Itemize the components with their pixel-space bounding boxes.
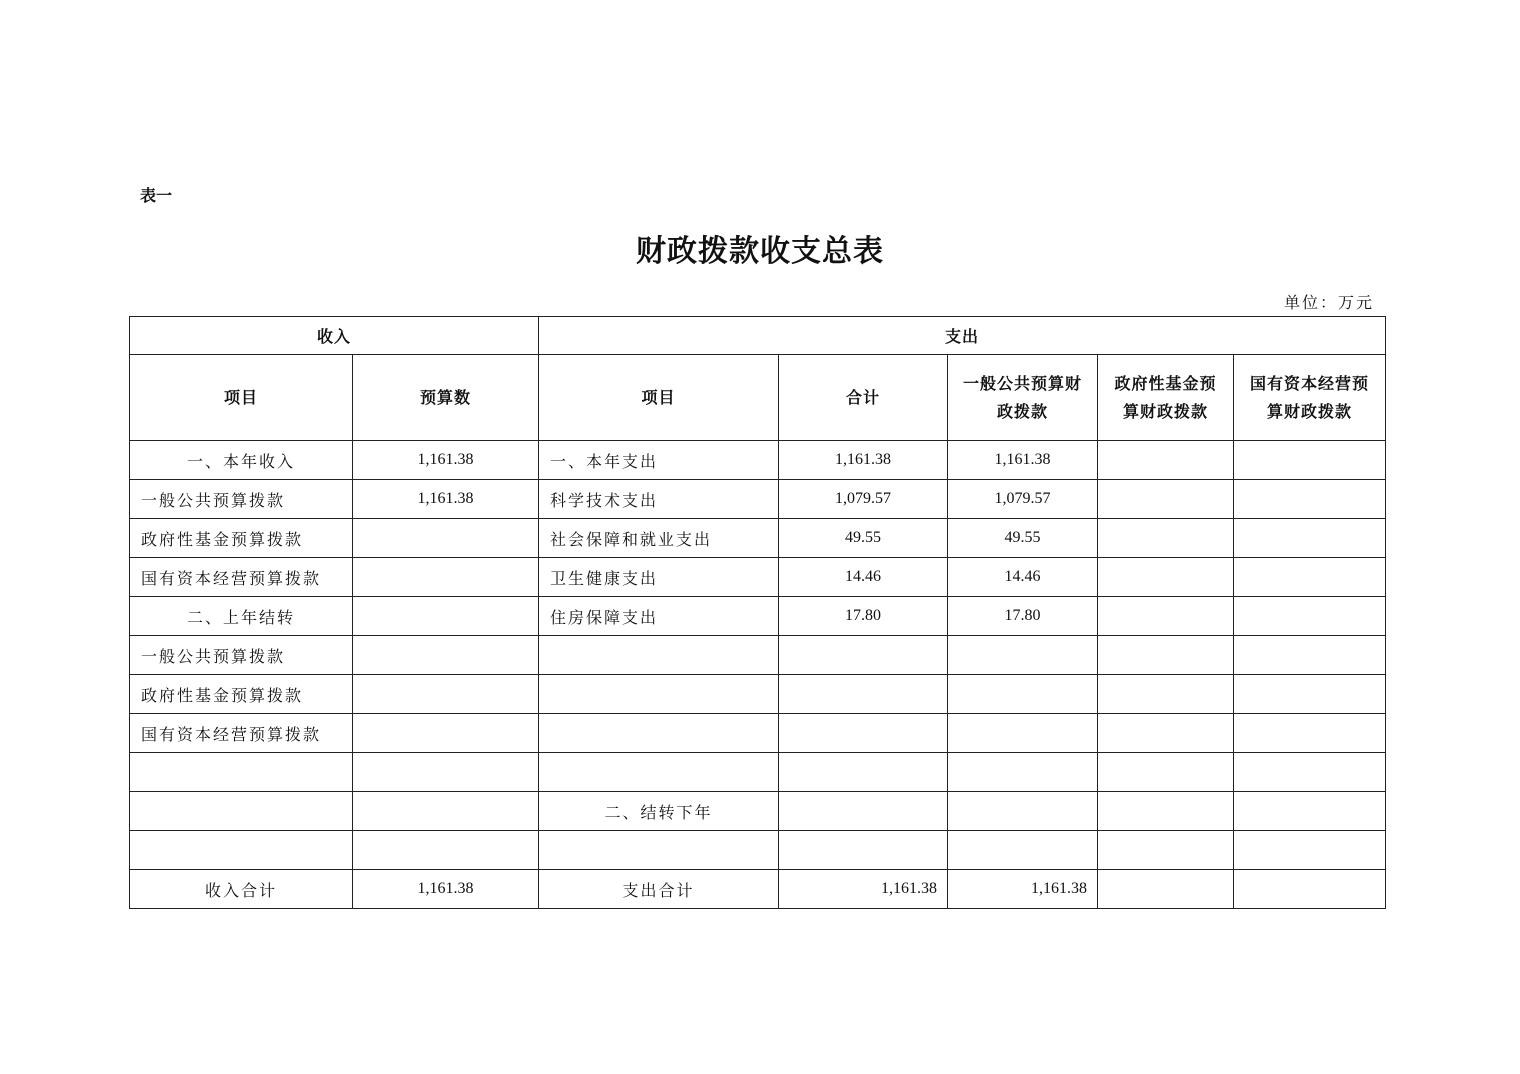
general-value-cell (948, 714, 1098, 753)
fund-value-cell (1098, 480, 1234, 519)
income-item-cell: 国有资本经营预算拨款 (130, 714, 353, 753)
capital-value-cell (1234, 636, 1386, 675)
income-value-cell: 1,161.38 (353, 480, 539, 519)
income-item-cell (130, 831, 353, 870)
expense-item-cell: 社会保障和就业支出 (539, 519, 779, 558)
capital-value-cell (1234, 441, 1386, 480)
total-value-cell (779, 714, 948, 753)
capital-value-cell (1234, 753, 1386, 792)
expense-item-cell (539, 675, 779, 714)
income-item-cell (130, 753, 353, 792)
total-value-cell: 14.46 (779, 558, 948, 597)
expense-item-header: 项目 (539, 355, 779, 441)
income-value-cell (353, 831, 539, 870)
income-item-cell: 二、上年结转 (130, 597, 353, 636)
income-budget-header: 预算数 (353, 355, 539, 441)
income-item-cell (130, 792, 353, 831)
fund-total-value (1098, 870, 1234, 909)
income-value-cell (353, 558, 539, 597)
general-value-cell: 1,079.57 (948, 480, 1098, 519)
table-row (130, 597, 1386, 636)
income-value-cell (353, 597, 539, 636)
capital-value-cell (1234, 558, 1386, 597)
fund-value-cell (1098, 753, 1234, 792)
expense-total-label: 支出合计 (539, 870, 779, 909)
table-row (130, 480, 1386, 519)
income-item-cell: 政府性基金预算拨款 (130, 675, 353, 714)
total-value-cell (779, 675, 948, 714)
column-header-row (130, 355, 1386, 441)
income-value-cell: 1,161.38 (353, 441, 539, 480)
expense-item-cell (539, 636, 779, 675)
general-budget-header: 一般公共预算财政拨款 (948, 355, 1098, 441)
fund-value-cell (1098, 714, 1234, 753)
income-value-cell (353, 675, 539, 714)
expense-item-cell: 科学技术支出 (539, 480, 779, 519)
expense-item-cell (539, 753, 779, 792)
expense-item-cell (539, 714, 779, 753)
income-item-header: 项目 (130, 355, 353, 441)
table-row (130, 558, 1386, 597)
expense-item-cell (539, 831, 779, 870)
unit-label: 单位：万元 (1283, 293, 1374, 312)
general-value-cell: 1,161.38 (948, 441, 1098, 480)
total-header: 合计 (779, 355, 948, 441)
fund-value-cell (1098, 519, 1234, 558)
income-total-label: 收入合计 (130, 870, 353, 909)
total-value-cell: 17.80 (779, 597, 948, 636)
total-value-cell (779, 636, 948, 675)
income-value-cell (353, 636, 539, 675)
fund-value-cell (1098, 792, 1234, 831)
table-row (130, 792, 1386, 831)
income-item-cell: 国有资本经营预算拨款 (130, 558, 353, 597)
expense-item-cell: 二、结转下年 (539, 792, 779, 831)
total-value-cell (779, 753, 948, 792)
capital-value-cell (1234, 597, 1386, 636)
general-value-cell: 17.80 (948, 597, 1098, 636)
capital-value-cell (1234, 675, 1386, 714)
expense-item-cell: 卫生健康支出 (539, 558, 779, 597)
income-item-cell: 一般公共预算拨款 (130, 636, 353, 675)
table-row (130, 519, 1386, 558)
general-value-cell (948, 675, 1098, 714)
income-value-cell (353, 519, 539, 558)
general-total-value: 1,161.38 (948, 870, 1098, 909)
total-value-cell (779, 831, 948, 870)
table-row (130, 753, 1386, 792)
fund-value-cell (1098, 441, 1234, 480)
capital-value-cell (1234, 714, 1386, 753)
fund-value-cell (1098, 831, 1234, 870)
totals-row (130, 870, 1386, 909)
income-group-header: 收入 (130, 317, 539, 355)
income-value-cell (353, 753, 539, 792)
general-value-cell (948, 753, 1098, 792)
state-capital-header: 国有资本经营预算财政拨款 (1234, 355, 1386, 441)
income-value-cell (353, 714, 539, 753)
group-header-row (130, 317, 1386, 355)
total-value-cell: 49.55 (779, 519, 948, 558)
general-value-cell (948, 636, 1098, 675)
expense-total-value: 1,161.38 (779, 870, 948, 909)
capital-total-value (1234, 870, 1386, 909)
page-title: 财政拨款收支总表 (636, 234, 884, 269)
fund-value-cell (1098, 675, 1234, 714)
capital-value-cell (1234, 831, 1386, 870)
table-row (130, 636, 1386, 675)
table-row (130, 714, 1386, 753)
income-item-cell: 一般公共预算拨款 (130, 480, 353, 519)
table-row (130, 675, 1386, 714)
fund-value-cell (1098, 636, 1234, 675)
table-row (130, 831, 1386, 870)
total-value-cell: 1,161.38 (779, 441, 948, 480)
table-row (130, 441, 1386, 480)
capital-value-cell (1234, 480, 1386, 519)
fund-value-cell (1098, 597, 1234, 636)
income-item-cell: 政府性基金预算拨款 (130, 519, 353, 558)
income-value-cell (353, 792, 539, 831)
general-value-cell: 49.55 (948, 519, 1098, 558)
fund-value-cell (1098, 558, 1234, 597)
table-label: 表一 (140, 186, 173, 205)
capital-value-cell (1234, 519, 1386, 558)
total-value-cell (779, 792, 948, 831)
expense-item-cell: 住房保障支出 (539, 597, 779, 636)
income-total-value: 1,161.38 (353, 870, 539, 909)
gov-fund-header: 政府性基金预算财政拨款 (1098, 355, 1234, 441)
expense-item-cell: 一、本年支出 (539, 441, 779, 480)
general-value-cell (948, 831, 1098, 870)
expense-group-header: 支出 (539, 317, 1386, 355)
finance-table (129, 316, 1386, 909)
income-item-cell: 一、本年收入 (130, 441, 353, 480)
total-value-cell: 1,079.57 (779, 480, 948, 519)
general-value-cell (948, 792, 1098, 831)
capital-value-cell (1234, 792, 1386, 831)
general-value-cell: 14.46 (948, 558, 1098, 597)
